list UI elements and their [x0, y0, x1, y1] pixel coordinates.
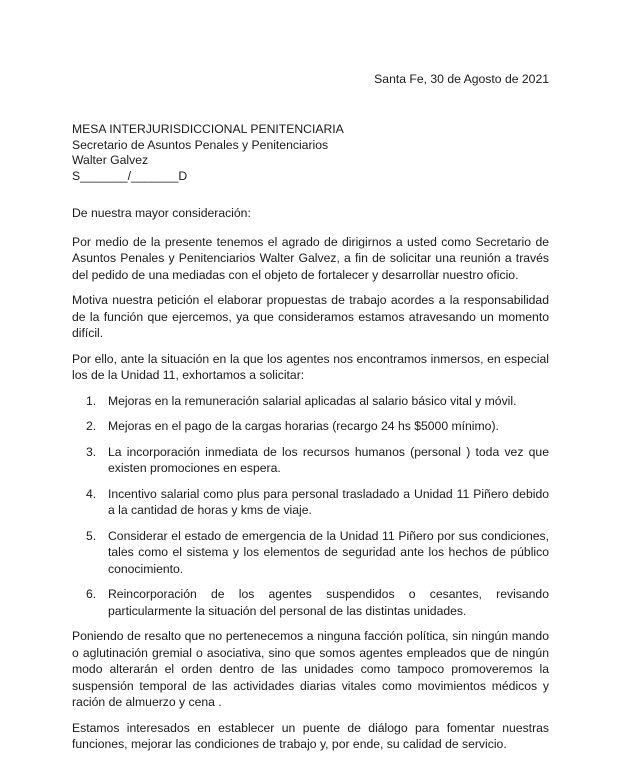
list-number: 3. — [86, 444, 97, 459]
list-text: Mejoras en el pago de la cargas horarias (recargo 24 hs $5000 mínimo). — [108, 419, 499, 433]
recipient-name: Walter Galvez — [72, 153, 149, 167]
salutation: De nuestra mayor consideración: — [72, 206, 251, 220]
list-item — [72, 393, 549, 410]
list-item — [72, 586, 549, 619]
list-item — [72, 418, 549, 435]
list-number: 2. — [86, 419, 97, 433]
list-text: La incorporación inmediata de los recursos humanos (personal ) toda vez que existen promociones en espera. — [108, 444, 549, 475]
recipient-sd-line: S_______/_______D — [72, 168, 188, 183]
list-text: Incentivo salarial como plus para personal trasladado a Unidad 11 Piñero debido a la cantidad de horas y kms de viaje. — [108, 486, 549, 517]
list-number: 6. — [86, 587, 97, 601]
list-text: Considerar el estado de emergencia de la Unidad 11 Piñero por sus condiciones, tales como el sistema y los elementos de seguridad ante los hechos de público conocimiento. — [108, 528, 549, 576]
paragraph-motive: Motiva nuestra petición el elaborar propuestas de trabajo acordes a la responsabilidad de la función que ejercemos, ya que consideramos estamos atravesando un momento difícil. — [72, 293, 549, 340]
recipient-block — [72, 121, 344, 183]
list-item — [72, 444, 549, 477]
list-text: Mejoras en la remuneración salarial aplicadas al salario básico vital y móvil. — [108, 393, 517, 408]
list-number: 1. — [86, 393, 97, 408]
list-item — [72, 486, 549, 519]
paragraph-dialogue: Estamos interesados en establecer un puente de diálogo para fomentar nuestras funciones, mejorar las condiciones de trabajo y, por ende, su calidad de servicio. — [72, 720, 549, 751]
list-number: 4. — [86, 486, 97, 501]
recipient-institution: MESA INTERJURISDICCIONAL PENITENCIARIA — [72, 122, 344, 136]
list-text: Reincorporación de los agentes suspendidos o cesantes, revisando particularmente la situación del personal de las distintas unidades. — [108, 587, 549, 618]
paragraph-neutrality: Poniendo de resalto que no pertenecemos a ninguna facción política, sin ningún mando o aglutinación gremial o asociativa, sino que somos agentes empleados que de ningún modo alterarán el orden dentro de las unidades como tampoco promoveremos la suspensión temporal de las actividades diarias vitales como movimientos médicos y ración de almuerzo y cena . — [72, 629, 549, 709]
letter-date: Santa Fe, 30 de Agosto de 2021 — [374, 72, 549, 86]
list-number: 5. — [86, 528, 97, 543]
letter-body — [72, 205, 549, 762]
request-list — [72, 393, 549, 620]
list-item — [72, 528, 549, 578]
paragraph-intro: Por medio de la presente tenemos el agrado de dirigirnos a usted como Secretario de Asuntos Penales y Penitenciarios Walter Galvez, a fin de solicitar una reunión a través del pedido de una mediadas con el objeto de fortalecer y desarrollar nuestro oficio. — [72, 234, 549, 282]
recipient-title: Secretario de Asuntos Penales y Penitenciarios — [72, 137, 329, 152]
paragraph-request: Por ello, ante la situación en la que los agentes nos encontramos inmersos, en especial los de la Unidad 11, exhortamos a solicitar: — [72, 351, 549, 382]
